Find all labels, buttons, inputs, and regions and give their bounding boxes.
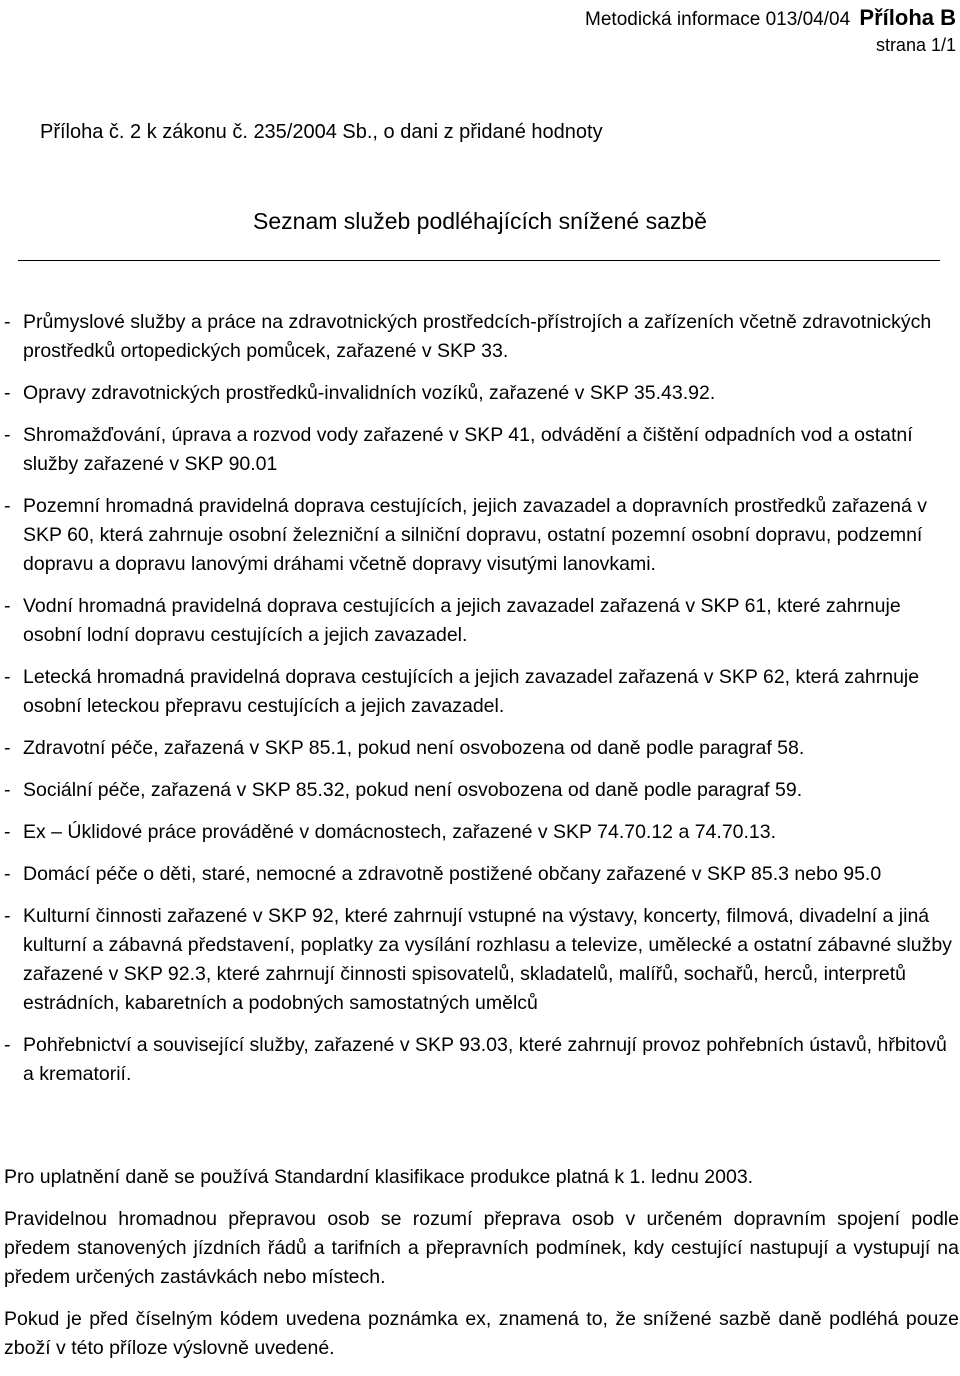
list-item <box>4 734 956 763</box>
list-dash: - <box>4 779 11 801</box>
list-item <box>4 776 956 805</box>
note-paragraph: Pro uplatnění daně se používá Standardní klasifikace produkce platná k 1. lednu 2003. <box>4 1166 754 1188</box>
title-divider <box>18 260 940 261</box>
list-item-text: Pohřebnictví a související služby, zařazené v SKP 93.03, které zahrnují provoz pohřebních ústavů, hřbitovů a krematorií. <box>23 1034 947 1085</box>
list-dash: - <box>4 595 11 617</box>
list-dash: - <box>4 495 11 517</box>
list-item-text: Kulturní činnosti zařazené v SKP 92, které zahrnují vstupné na výstavy, koncerty, filmová, divadelní a jiná kulturní a zábavná představení, poplatky za vysílání rozhlasu a televize, umělecké a ostatní zábavné služby zařazené v SKP 92.3, které zahrnují činnosti spisovatelů, skladatelů, malířů, sochařů, herců, interpretů estrádních, kabaretních a podobných samostatných umělců <box>23 905 952 1014</box>
document-reference: Metodická informace 013/04/04 <box>585 9 851 30</box>
annex-label: Příloha B <box>859 5 956 30</box>
list-item <box>4 902 956 1018</box>
list-dash: - <box>4 1034 11 1056</box>
list-item <box>4 818 956 847</box>
list-dash: - <box>4 863 11 885</box>
list-item <box>4 421 956 479</box>
list-item <box>4 1031 956 1089</box>
list-item <box>4 663 956 721</box>
list-dash: - <box>4 666 11 688</box>
list-item <box>4 592 956 650</box>
list-item-text: Průmyslové služby a práce na zdravotnických prostředcích-přístrojích a zařízeních včetně zdravotnických prostředků ortopedických pomůcek, zařazené v SKP 33. <box>23 311 932 362</box>
law-reference: Příloha č. 2 k zákonu č. 235/2004 Sb., o dani z přidané hodnoty <box>40 121 603 143</box>
list-item-text: Opravy zdravotnických prostředků-invalidních vozíků, zařazené v SKP 35.43.92. <box>23 382 716 404</box>
page-number: strana 1/1 <box>875 35 956 55</box>
note-paragraph: Pravidelnou hromadnou přepravou osob se rozumí přeprava osob v určeném dopravním spojení podle předem stanovených jízdních řádů a tarifních a přepravních podmínek, kdy cestující nastupují a vystupují na předem určených zastávkách nebo místech. <box>4 1208 959 1288</box>
list-dash: - <box>4 311 11 333</box>
note-paragraph: Pokud je před číselným kódem uvedena poznámka ex, znamená to, že snížené sazbě daně podléhá pouze zboží v této příloze výslovně uvedené. <box>4 1308 959 1359</box>
list-item-text: Letecká hromadná pravidelná doprava cestujících a jejich zavazadel zařazená v SKP 62, která zahrnuje osobní leteckou přepravu cestujících a jejich zavazadel. <box>23 666 920 717</box>
list-dash: - <box>4 905 11 927</box>
list-item-text: Sociální péče, zařazená v SKP 85.32, pokud není osvobozena od daně podle paragraf 59. <box>23 779 803 801</box>
list-dash: - <box>4 382 11 404</box>
list-item-text: Pozemní hromadná pravidelná doprava cestujících, jejich zavazadel a dopravních prostředků zařazená v SKP 60, která zahrnuje osobní železniční a silniční dopravu, ostatní pozemní osobní dopravu, podzemní dopravu a dopravu lanovými dráhami včetně dopravy visutými lanovkami. <box>23 495 928 575</box>
list-item-text: Domácí péče o děti, staré, nemocné a zdravotně postižené občany zařazené v SKP 85.3 nebo 95.0 <box>23 863 882 885</box>
list-item <box>4 308 956 366</box>
list-dash: - <box>4 424 11 446</box>
list-item <box>4 492 956 579</box>
list-item-text: Zdravotní péče, zařazená v SKP 85.1, pokud není osvobozena od daně podle paragraf 58. <box>23 737 805 759</box>
list-dash: - <box>4 737 11 759</box>
list-item <box>4 379 956 408</box>
list-item-text: Vodní hromadná pravidelná doprava cestujících a jejich zavazadel zařazená v SKP 61, které zahrnuje osobní lodní dopravu cestujících a jejich zavazadel. <box>23 595 901 646</box>
list-item <box>4 860 956 889</box>
page-header <box>585 4 956 57</box>
list-item-text: Ex – Úklidové práce prováděné v domácnostech, zařazené v SKP 74.70.12 a 74.70.13. <box>23 821 777 843</box>
footnotes <box>4 1163 959 1376</box>
list-dash: - <box>4 821 11 843</box>
service-list <box>4 308 956 1102</box>
list-item-text: Shromažďování, úprava a rozvod vody zařazené v SKP 41, odvádění a čištění odpadních vod a ostatní služby zařazené v SKP 90.01 <box>23 424 913 475</box>
page-title: Seznam služeb podléhajících snížené sazbě <box>253 208 707 234</box>
